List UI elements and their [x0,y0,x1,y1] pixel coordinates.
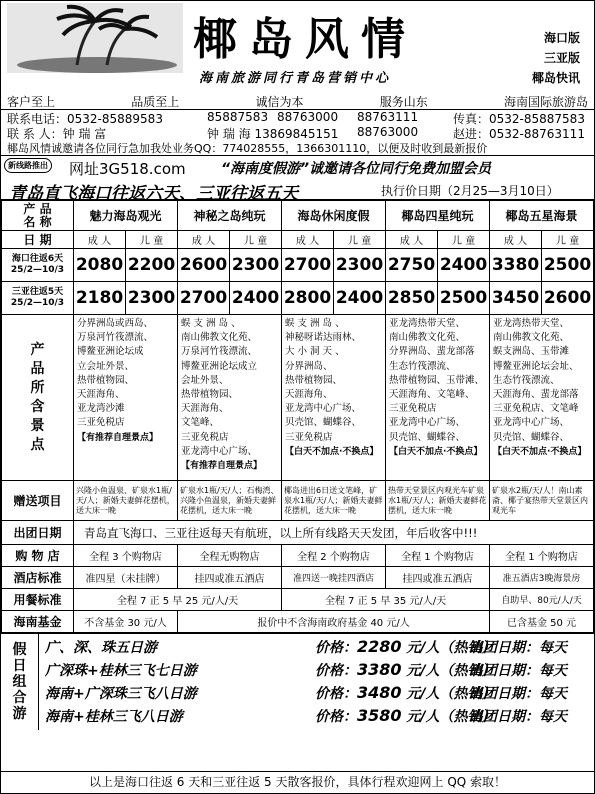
price-cell: 2700 [282,249,334,282]
child-header: 儿 童 [438,231,490,249]
sights-note: 【白天不加点·不换点】 [285,446,379,457]
price-cell: 2400 [230,282,282,315]
hotel-cell: 准四送一晚挂四酒店 [282,567,386,589]
child-header: 儿 童 [334,231,386,249]
tour-date: 出团日期：每天 [469,640,567,656]
phone-main: 联系电话：0532-85889583 [7,112,163,126]
tour-date: 出团日期：每天 [469,709,567,725]
sights-label: 产 品 所 含 景 点 [2,315,74,481]
adult-header: 成 人 [178,231,230,249]
table-row [2,282,594,315]
contact-person: 联 系 人：钟 瑞 富 [7,127,107,141]
price-cell: 3450 [490,282,542,315]
contact-phones [1,110,594,125]
price-value: 3380 [357,660,402,679]
contact-person-2-tel: 88763000 [357,125,419,139]
shop-cell: 全程 1 个购物店 [386,545,490,567]
combo-tours-label: 假 日 组 合 游 [1,634,39,730]
tour-date: 出团日期：每天 [469,663,567,679]
price-cell: 2750 [386,249,438,282]
hotel-cell: 准四星（未挂牌） [74,567,178,589]
child-header: 儿 童 [126,231,178,249]
fund-label: 海南基金 [2,611,74,633]
sights-cell [282,315,386,481]
footer-note: 以上是海口往返 6 天和三亚往返 5 天散客报价，具体行程欢迎网上 QQ 索取！ [1,771,594,793]
sights-list: 亚龙湾热带天堂、 南山佛教文化苑、 分界洲岛、蜚龙部落 生态竹筏漂流、 热带植物园、玉带滩、 天涯海角、文笔峰、 三亚免税店 亚龙湾中心广场、 贝壳馆、蝴蝶谷、 [389,318,485,443]
contact-person-2: 钟 瑞 海 13869845151 [207,127,339,141]
sights-note: 【有推荐自理景点】 [77,432,159,443]
product-name: 魅力海岛观光 [74,201,178,231]
contact-person-3: 赵进：0532-88763111 [453,127,585,141]
sights-cell [74,315,178,481]
combo-tours [1,633,594,729]
price-cell: 2800 [282,282,334,315]
price-cell: 2500 [438,282,490,315]
slogan-bar [1,93,594,110]
price-cell: 2400 [334,282,386,315]
price-value: 2280 [357,637,402,656]
sights-list: 蜈 支 洲 岛 、 神秘呀诺达雨林、 大 小 洞 天 、 分界洲岛、 热带植物园、 天涯海角、 亚龙湾中心广场、 贝壳馆、蝴蝶谷、 三亚免税店 [285,318,362,443]
meal-cell: 全程 7 正 5 早 35 元/人/天 [282,589,490,611]
slogan: 海南国际旅游岛 [503,94,588,109]
price-cell: 3380 [490,249,542,282]
main-title: 椰岛风情 [193,14,417,65]
price-suffix: 元/人（热销） [401,709,496,725]
sights-cell [386,315,490,481]
gift-cell: 矿泉水2瓶/天/人！南山素斋、椰子宴热带天堂景区内观光车 [490,481,594,521]
table-row [2,201,594,231]
fund-cell: 已含基金 50 元 [490,611,594,633]
slogan: 品质至上 [131,94,180,109]
price-cell: 2300 [230,249,282,282]
shop-cell: 全程 1 个购物店 [490,545,594,567]
price-suffix: 元/人（热销） [401,663,496,679]
table-row [2,315,594,481]
child-header: 儿 童 [542,231,594,249]
new-route-badge: 新线路推出 [4,158,52,173]
hotel-cell: 挂四或准五酒店 [178,567,282,589]
product-name: 椰岛四星纯玩 [386,201,490,231]
meal-cell: 自助早、80元/人/天 [490,589,594,611]
price-cell: 2600 [178,249,230,282]
agency-subtitle: 海南旅游同行青岛营销中心 [199,71,392,86]
gift-cell: 热带天堂景区内观光车矿泉水1瓶/天/人；新婚夫妻鲜花摆机，送大床一晚 [386,481,490,521]
flight-row [1,178,594,204]
price-cell: 2080 [74,249,126,282]
product-name: 椰岛五星海景 [490,201,594,231]
table-row [2,249,594,282]
price-cell: 2600 [542,282,594,315]
shop-cell: 全程无购物店 [178,545,282,567]
product-name: 海岛休闲度假 [282,201,386,231]
adult-header: 成 人 [490,231,542,249]
edition-haikou: 海口版 [543,31,580,45]
sights-note: 【有推荐自理景点】 [181,461,263,472]
header [1,1,594,93]
shop-cell: 全程 2 个购物店 [282,545,386,567]
price-table [1,200,594,633]
hotel-cell: 准五酒店3晚海景房 [490,567,594,589]
depart-label: 出团日期 [2,521,74,545]
price-suffix: 元/人（热销） [401,640,496,656]
price-suffix: 元/人（热销） [401,686,496,702]
price-cell: 2850 [386,282,438,315]
website-link[interactable]: 网址3G518.com [69,160,186,178]
meal-label: 用餐标准 [2,589,74,611]
slogan: 服务山东 [379,94,428,109]
fund-cell: 报价中不含海南政府基金 40 元/人 [178,611,490,633]
price-value: 3580 [357,706,402,725]
table-row [2,589,594,611]
price-prefix: 价格： [315,709,357,725]
price-value: 3480 [357,683,402,702]
promo-row [1,156,594,178]
price-cell: 2200 [126,249,178,282]
route-sanya: 三亚往返5天 25/2—10/3 [2,282,74,315]
fax: 传真：0532-85887583 [453,112,585,126]
product-label: 产 品 名 称 [2,201,74,231]
edition-news: 椰岛快讯 [531,71,580,85]
price-cell: 2180 [74,282,126,315]
contact-persons [1,125,594,140]
sights-note: 【白天不加点·不换点】 [493,446,587,457]
palm-island-image [7,3,183,73]
list-item [45,660,567,684]
tour-name: 海南+桂林三飞八日游 [45,709,183,725]
gift-cell: 兴隆小鱼温泉、矿泉水1瓶/天/人；新婚夫妻鲜花摆机，送大床一晚 [74,481,178,521]
shop-label: 购 物 店 [2,545,74,567]
join-invite: “海南度假游”诚邀请各位同行免费加盟会员 [221,161,492,177]
gift-cell: 椰岛进出6日送文笔峰，矿泉水1瓶/天/人；新婚夫妻鲜花摆机，送大床一晚 [282,481,386,521]
table-row [2,611,594,633]
list-item [45,683,567,707]
phone-3: 88763000 [277,110,339,124]
table-row [2,545,594,567]
qq-invite: 椰岛风情诚邀请各位同行急加我处业务QQ：774028555，1366301110，以便及时收到最新报价 [1,140,594,156]
table-row [2,567,594,589]
phone-2: 85887583 [207,110,269,124]
flight-headline: 青岛直飞海口往返六天、三亚往返五天 [9,184,298,204]
phone-4: 88763111 [357,110,419,124]
gift-label: 赠送项目 [2,481,74,521]
slogan: 客户至上 [7,94,56,109]
price-cell: 2700 [178,282,230,315]
edition-sanya: 三亚版 [543,51,580,65]
adult-header: 成 人 [386,231,438,249]
hotel-label: 酒店标准 [2,567,74,589]
adult-header: 成 人 [74,231,126,249]
price-cell: 2300 [334,249,386,282]
sights-note: 【白天不加点·不换点】 [389,446,483,457]
fund-cell: 不含基金 30 元/人 [74,611,178,633]
sights-list: 亚龙湾热带天堂、 南山佛教文化苑、 蜈支洲岛、玉带滩 博鳌亚洲论坛会址、 生态竹筏漂流、 天涯海角、蜚龙部落 三亚免税店、文笔峰 亚龙湾中心广场、 贝壳馆、蝴蝶谷、 [493,318,579,443]
sights-list: 分界洲岛或西岛、 万泉河竹筏漂流、 博鳌亚洲论坛成 立会址外景、 热带植物园、 天涯海角、 亚龙湾沙滩 三亚免税店 [77,318,154,429]
table-row [2,481,594,521]
tour-name: 广、深、珠五日游 [45,640,157,656]
child-header: 儿 童 [230,231,282,249]
sights-list: 蜈 支 洲 岛 、 南山佛教文化苑、 万泉河竹筏漂流、 博鳌亚洲论坛成立 会址外景、 热带植物园、 天涯海角、 文笔峰、 三亚免税店 亚龙湾中心广场、 [181,318,258,457]
route-haikou: 海口往返6天 25/2—10/3 [2,249,74,282]
price-cell: 2300 [126,282,178,315]
depart-info: 青岛直飞海口、三亚往返每天有航班，以上所有线路天天发团，年后收客中!!! [74,521,594,545]
tour-name: 海南+广深珠三飞八日游 [45,686,197,702]
slogan: 诚信为本 [255,94,304,109]
sights-cell [490,315,594,481]
price-prefix: 价格： [315,663,357,679]
hotel-cell: 挂四或准五酒店 [386,567,490,589]
price-prefix: 价格： [315,686,357,702]
price-cell: 2500 [542,249,594,282]
table-row [2,521,594,545]
date-label: 日 期 [2,231,74,249]
shop-cell: 全程 3 个购物店 [74,545,178,567]
table-row [2,231,594,249]
exec-date: 执行价日期（2月25—3月10日） [381,184,559,198]
gift-cell: 矿泉水1瓶/天/人；石梅湾、兴隆小鱼温泉，新婚夫妻鲜花摆机，送大床一晚 [178,481,282,521]
price-cell: 2400 [438,249,490,282]
product-name: 神秘之岛纯玩 [178,201,282,231]
list-item [45,637,567,661]
adult-header: 成 人 [282,231,334,249]
tour-name: 广深珠+桂林三飞七日游 [45,663,197,679]
sights-cell [178,315,282,481]
tour-date: 出团日期：每天 [469,686,567,702]
list-item [45,706,567,730]
meal-cell: 全程 7 正 5 早 25 元/人/天 [74,589,282,611]
price-prefix: 价格： [315,640,357,656]
